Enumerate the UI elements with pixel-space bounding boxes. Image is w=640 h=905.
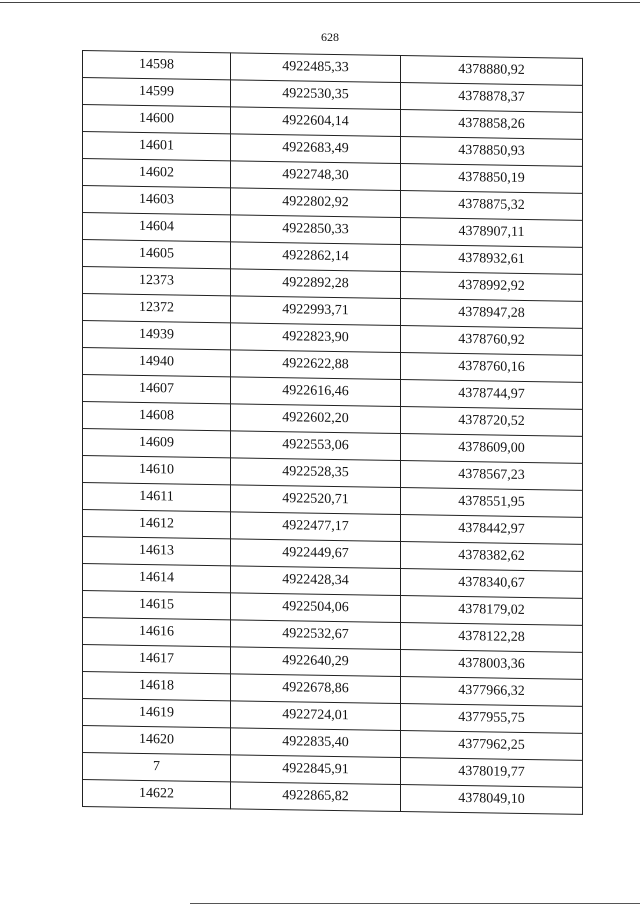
- y-coordinate-cell: 4378947,28: [401, 299, 583, 329]
- point-id-cell: 14598: [83, 51, 231, 80]
- x-coordinate-cell: 4922678,86: [231, 674, 401, 704]
- point-id-cell: 14612: [83, 510, 231, 539]
- x-coordinate-cell: 4922504,06: [231, 593, 401, 623]
- y-coordinate-cell: 4378122,28: [401, 623, 583, 653]
- point-id-cell: 14617: [83, 645, 231, 674]
- y-coordinate-cell: 4378179,02: [401, 596, 583, 626]
- point-id-cell: 14607: [83, 375, 231, 404]
- bottom-page-edge: [190, 903, 640, 904]
- y-coordinate-cell: 4378442,97: [401, 515, 583, 545]
- point-id-cell: 14605: [83, 240, 231, 269]
- point-id-cell: 14615: [83, 591, 231, 620]
- y-coordinate-cell: 4378880,92: [401, 56, 583, 86]
- y-coordinate-cell: 4378760,92: [401, 326, 583, 356]
- page-number: 628: [321, 30, 339, 44]
- x-coordinate-cell: 4922862,14: [231, 242, 401, 272]
- x-coordinate-cell: 4922520,71: [231, 485, 401, 515]
- point-id-cell: 14599: [83, 78, 231, 107]
- point-id-cell: 7: [83, 753, 231, 782]
- y-coordinate-cell: 4378382,62: [401, 542, 583, 572]
- y-coordinate-cell: 4378551,95: [401, 488, 583, 518]
- point-id-cell: 14613: [83, 537, 231, 566]
- x-coordinate-cell: 4922865,82: [231, 782, 401, 812]
- point-id-cell: 14602: [83, 159, 231, 188]
- x-coordinate-cell: 4922835,40: [231, 728, 401, 758]
- point-id-cell: 14620: [83, 726, 231, 755]
- y-coordinate-cell: 4378992,92: [401, 272, 583, 302]
- x-coordinate-cell: 4922850,33: [231, 215, 401, 245]
- y-coordinate-cell: 4378019,77: [401, 758, 583, 788]
- point-id-cell: 12373: [83, 267, 231, 296]
- coordinates-table: [82, 50, 583, 815]
- x-coordinate-cell: 4922449,67: [231, 539, 401, 569]
- y-coordinate-cell: 4378340,67: [401, 569, 583, 599]
- y-coordinate-cell: 4378760,16: [401, 353, 583, 383]
- y-coordinate-cell: 4378567,23: [401, 461, 583, 491]
- point-id-cell: 14603: [83, 186, 231, 215]
- point-id-cell: 14609: [83, 429, 231, 458]
- y-coordinate-cell: 4378850,93: [401, 137, 583, 167]
- y-coordinate-cell: 4378907,11: [401, 218, 583, 248]
- x-coordinate-cell: 4922602,20: [231, 404, 401, 434]
- y-coordinate-cell: 4378850,19: [401, 164, 583, 194]
- y-coordinate-cell: 4378878,37: [401, 83, 583, 113]
- x-coordinate-cell: 4922683,49: [231, 134, 401, 164]
- y-coordinate-cell: 4377966,32: [401, 677, 583, 707]
- point-id-cell: 14601: [83, 132, 231, 161]
- point-id-cell: 14610: [83, 456, 231, 485]
- point-id-cell: 14600: [83, 105, 231, 134]
- y-coordinate-cell: 4378858,26: [401, 110, 583, 140]
- point-id-cell: 12372: [83, 294, 231, 323]
- x-coordinate-cell: 4922802,92: [231, 188, 401, 218]
- x-coordinate-cell: 4922993,71: [231, 296, 401, 326]
- x-coordinate-cell: 4922622,88: [231, 350, 401, 380]
- y-coordinate-cell: 4378720,52: [401, 407, 583, 437]
- x-coordinate-cell: 4922428,34: [231, 566, 401, 596]
- point-id-cell: 14939: [83, 321, 231, 350]
- point-id-cell: 14604: [83, 213, 231, 242]
- point-id-cell: 14616: [83, 618, 231, 647]
- point-id-cell: 14622: [83, 780, 231, 809]
- y-coordinate-cell: 4378875,32: [401, 191, 583, 221]
- point-id-cell: 14940: [83, 348, 231, 377]
- point-id-cell: 14614: [83, 564, 231, 593]
- x-coordinate-cell: 4922477,17: [231, 512, 401, 542]
- x-coordinate-cell: 4922528,35: [231, 458, 401, 488]
- point-id-cell: 14619: [83, 699, 231, 728]
- x-coordinate-cell: 4922724,01: [231, 701, 401, 731]
- coordinates-table-body: [83, 51, 583, 815]
- point-id-cell: 14608: [83, 402, 231, 431]
- y-coordinate-cell: 4378932,61: [401, 245, 583, 275]
- x-coordinate-cell: 4922845,91: [231, 755, 401, 785]
- x-coordinate-cell: 4922748,30: [231, 161, 401, 191]
- point-id-cell: 14618: [83, 672, 231, 701]
- y-coordinate-cell: 4378609,00: [401, 434, 583, 464]
- x-coordinate-cell: 4922823,90: [231, 323, 401, 353]
- x-coordinate-cell: 4922485,33: [231, 53, 401, 83]
- point-id-cell: 14611: [83, 483, 231, 512]
- y-coordinate-cell: 4377955,75: [401, 704, 583, 734]
- y-coordinate-cell: 4377962,25: [401, 731, 583, 761]
- y-coordinate-cell: 4378049,10: [401, 785, 583, 815]
- top-page-edge: [0, 2, 640, 3]
- x-coordinate-cell: 4922553,06: [231, 431, 401, 461]
- x-coordinate-cell: 4922640,29: [231, 647, 401, 677]
- x-coordinate-cell: 4922892,28: [231, 269, 401, 299]
- x-coordinate-cell: 4922532,67: [231, 620, 401, 650]
- y-coordinate-cell: 4378003,36: [401, 650, 583, 680]
- x-coordinate-cell: 4922530,35: [231, 80, 401, 110]
- x-coordinate-cell: 4922616,46: [231, 377, 401, 407]
- y-coordinate-cell: 4378744,97: [401, 380, 583, 410]
- x-coordinate-cell: 4922604,14: [231, 107, 401, 137]
